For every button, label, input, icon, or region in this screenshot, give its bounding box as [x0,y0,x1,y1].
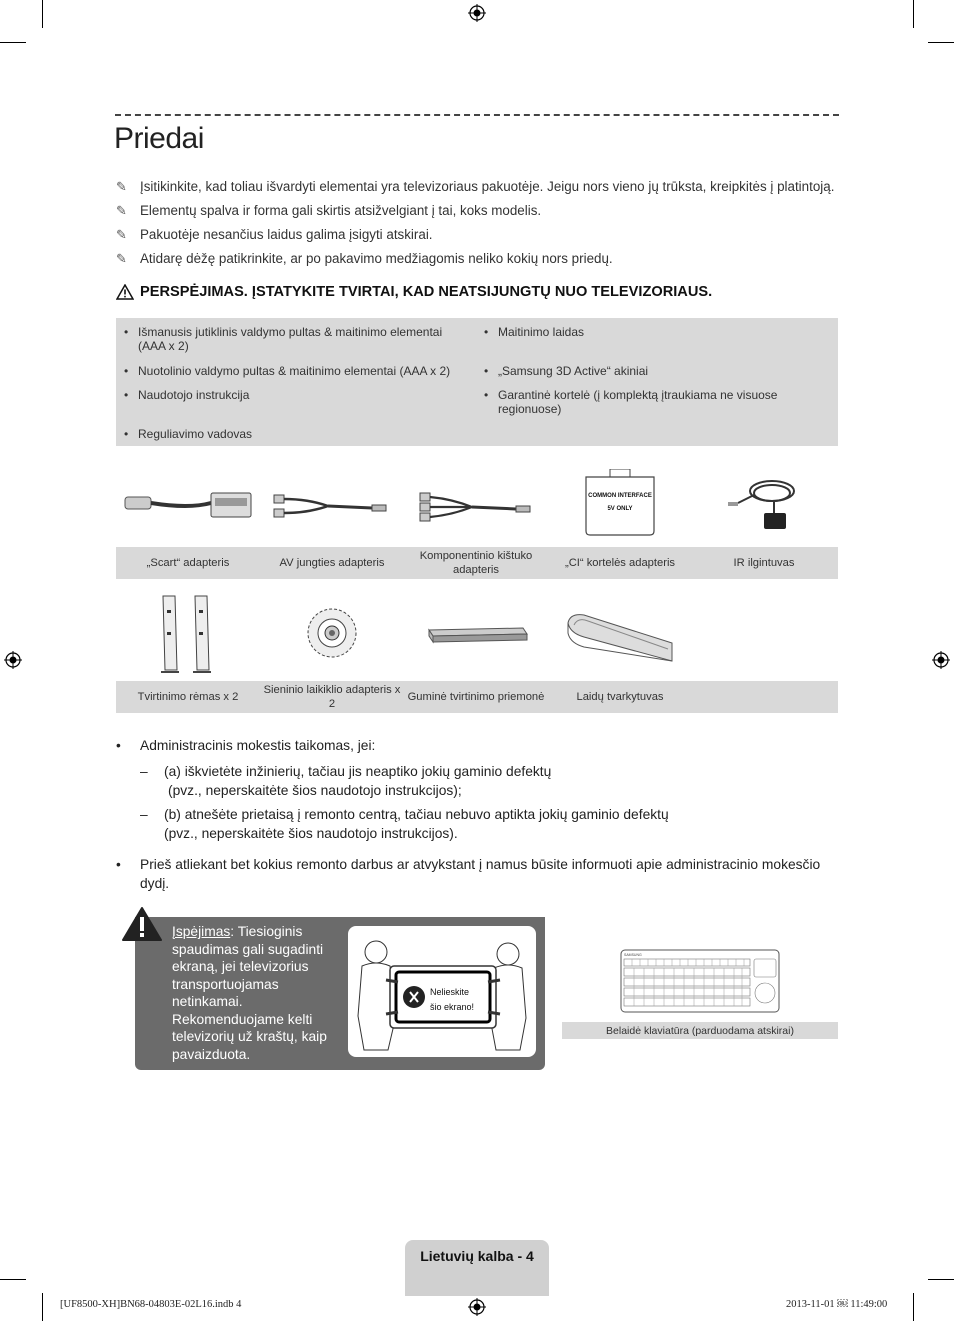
accessories-box [116,318,838,446]
item-text: „Samsung 3D Active“ akiniai [498,364,649,378]
registration-mark-icon [4,651,22,669]
keyboard-caption: Belaidė klaviatūra (parduodama atskirai) [562,1022,838,1039]
caption: AV jungties adapteris [279,557,385,569]
tv-handling-illustration [348,926,536,1057]
note-text: Pakuotėje nesančius laidus galima įsigyti atskirai. [140,227,433,242]
ci-card-adapter-image [548,464,692,544]
caption: Laidų tvarkytuvas [576,691,664,703]
item-text: Reguliavimo vadovas [138,427,253,441]
crop-mark [928,42,954,43]
item-text: Administracinis mokestis taikomas, jei: [140,738,376,753]
note-item [116,251,840,275]
caution-body: : Tiesioginis spaudimas gali sugadinti ekraną, jei televizorius transportuojamas netinkamai. Rekomenduojame kelti televizorių už kraštų, kaip pavaizduota. [172,924,327,1062]
ci-card-label: 5V ONLY [607,506,633,512]
admin-fee-section [116,736,840,896]
list-item: • Maitinimo laidas [484,325,585,339]
crop-mark [928,1279,954,1280]
item-text: Garantinė kortelė (į komplektą įtraukiama ne visuose regionuose) [498,388,778,416]
ir-extender-image [692,464,836,544]
item-text: (pvz., neperskaitėte šios naudotojo instrukcijos); [168,783,462,798]
item-text: Maitinimo laidas [498,325,585,339]
registration-mark-icon [468,4,486,22]
caption: Sieninio laikiklio adapteris x 2 [263,684,401,710]
caption: „CI“ kortelės adapteris [564,557,676,569]
caution-triangle-icon [121,906,163,942]
page-footer-tab: Lietuvių kalba - 4 [405,1240,549,1296]
list-item: • „Samsung 3D Active“ akiniai [484,364,649,378]
note-item [116,179,840,203]
list-item: • Naudotojo instrukcija [124,388,250,402]
crop-mark [0,1279,26,1280]
warning-text: PERSPĖJIMAS. ĮSTATYKITE TVIRTAI, KAD NEATSIJUNGTŲ NUO TELEVIZORIAUS. [140,284,713,300]
caption: IR ilgintuvas [733,557,795,569]
list-item: – (b) atnešėte prietaisą į remonto centrą, tačiau nebuvo aptikta jokių gaminio defektų [140,807,669,822]
pencil-icon: ✎ [116,179,127,194]
list-item: • Garantinė kortelė (į komplektą įtraukiama ne visuose regionuose) [484,388,804,416]
component-adapter-image [404,464,548,544]
note-text: Įsitikinkite, kad toliau išvardyti elementai yra televizoriaus pakuotėje. Jeigu nors vieno jų trūksta, kreipkitės į platintoją. [140,179,835,194]
list-item: • Administracinis mokestis taikomas, jei: [116,738,376,753]
pencil-icon: ✎ [116,227,127,242]
item-text: (a) iškvietėte inžinierių, tačiau jis neaptiko jokių gaminio defektų [164,764,552,779]
registration-mark-icon [932,651,950,669]
print-slug-left: [UF8500-XH]BN68-04803E-02L16.indb 4 [60,1299,242,1310]
list-item: • Prieš atliekant bet kokius remonto darbus ar atvykstant į namus būsite informuoti apie administracinio mokesčio dydį. [116,855,826,893]
item-text: Naudotojo instrukcija [138,388,250,402]
item-text: Nuotolinio valdymo pultas & maitinimo elementai (AAA x 2) [138,364,451,378]
notes-list [116,179,840,275]
print-slug-right: 2013-11-01 ￼ 11:49:00 [786,1299,888,1310]
list-item: • Išmanusis jutiklinis valdymo pultas & maitinimo elementai (AAA x 2) [124,325,464,353]
sign-text: Nelieskite [430,987,470,997]
caption: Tvirtinimo rėmas x 2 [137,691,239,703]
list-item: • Reguliavimo vadovas [124,427,253,441]
wireless-keyboard-image [620,949,780,1013]
av-adapter-image [260,464,404,544]
crop-mark [42,0,43,28]
warning-line [116,284,712,300]
list-item: • Nuotolinio valdymo pultas & maitinimo elementai (AAA x 2) [124,364,451,378]
pencil-icon: ✎ [116,203,127,218]
ci-card-label: COMMON INTERFACE [588,493,652,499]
accessory-images-row-2 [116,588,838,678]
keyboard-brand: SAMSUNG [624,953,642,957]
item-text: Prieš atliekant bet kokius remonto darbus ar atvykstant į namus būsite informuoti apie administracinio mokesčio dydį. [140,857,821,891]
accessory-images-row-1 [116,464,838,544]
crop-mark [42,1293,43,1321]
caption: „Scart“ adapteris [146,557,230,569]
rubber-fastener-image [404,588,548,678]
scart-adapter-image [116,464,260,544]
item-text: Išmanusis jutiklinis valdymo pultas & maitinimo elementai (AAA x 2) [138,325,443,353]
pencil-icon: ✎ [116,251,127,266]
registration-mark-icon [468,1298,486,1316]
caption-row-2 [116,681,838,713]
section-rule [115,114,839,116]
warning-triangle-icon [116,284,134,300]
note-text: Atidarę dėžę patikrinkite, ar po pakavimo medžiagomis neliko kokių nors priedų. [140,251,613,266]
wall-mount-adapter-image [260,588,404,678]
note-text: Elementų spalva ir forma gali skirtis atsižvelgiant į tai, koks modelis. [140,203,542,218]
crop-mark [913,0,914,28]
caution-label: Įspėjimas [172,924,231,939]
note-item [116,203,840,227]
page-title: Priedai [114,122,204,155]
item-text: (b) atnešėte prietaisą į remonto centrą, tačiau nebuvo aptikta jokių gaminio defektų [164,807,669,822]
list-item: – (a) iškvietėte inžinierių, tačiau jis neaptiko jokių gaminio defektų [140,764,552,779]
crop-mark [0,42,26,43]
caption: Komponentinio kištuko adapteris [419,550,533,576]
crop-mark [913,1293,914,1321]
item-text: (pvz., neperskaitėte šios naudotojo instrukcijos). [164,826,458,841]
caption: Guminė tvirtinimo priemonė [407,691,545,703]
note-item [116,227,840,251]
cable-manager-image [548,588,692,678]
caution-text [172,923,342,1063]
sign-text: šio ekrano! [430,1002,475,1012]
caption-row-1 [116,547,838,579]
bracket-image [116,588,260,678]
